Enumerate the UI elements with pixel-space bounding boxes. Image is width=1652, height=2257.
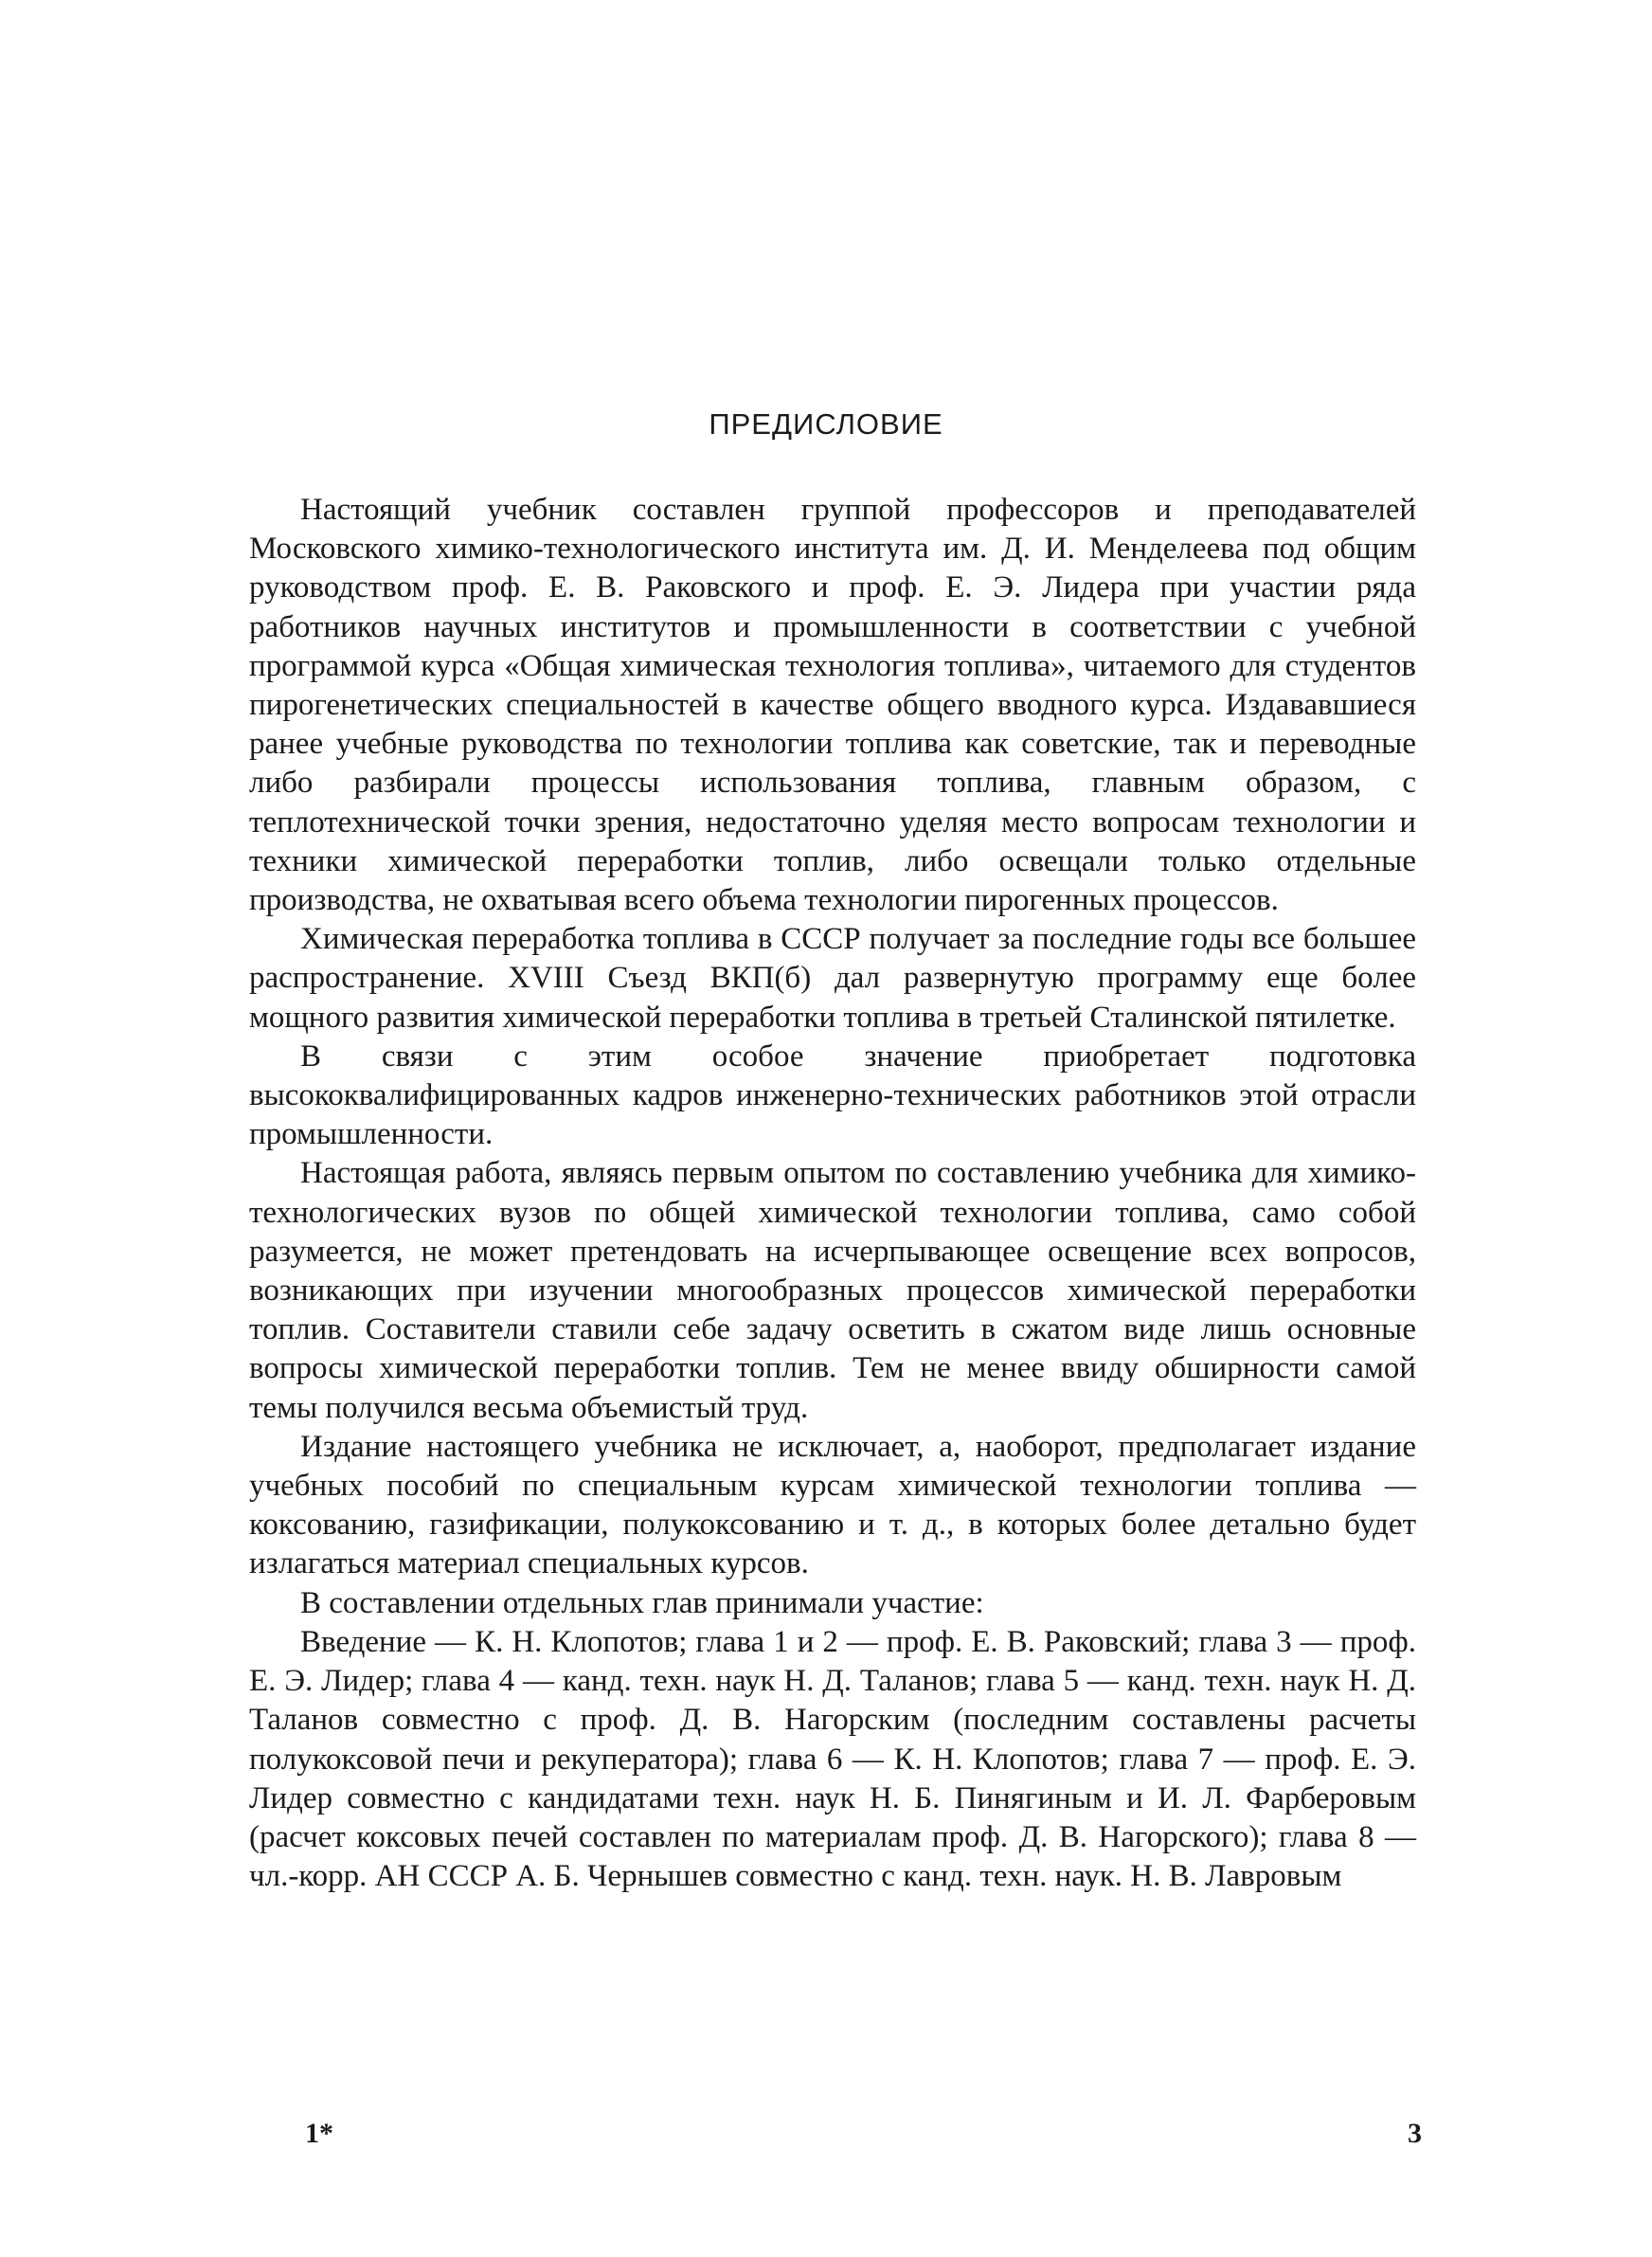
paragraph: В составлении отдельных глав принимали участие: [300, 1585, 984, 1620]
paragraph: Введение — К. Н. Клопотов; глава 1 и 2 — проф. Е. В. Раковский; глава 3 — проф. Е. Э. Лидер; глава 4 — канд. техн. наук Н. Д. Таланов; глава 5 — канд. техн. наук Н. Д. Таланов совместно с проф. Д. В. Нагорским (последним составлены расчеты полукоксовой печи и рекуператора); глава 6 — К. Н. Клопотов; глава 7 — проф. Е. Э. Лидер совместно с кандидатами техн. наук Н. Б. Пинягиным и И. Л. Фарберовым (расчет коксовых печей составлен по материалам проф. Д. В. Нагорского); глава 8 — чл.-корр. АН СССР А. Б. Чернышев совместно с канд. техн. наук. Н. В. Лавровым [249, 1624, 1416, 1894]
signature-mark: 1* [305, 2118, 333, 2149]
preface-body [249, 491, 1416, 1896]
page-title: ПРЕДИСЛОВИЕ [709, 407, 943, 441]
paragraph: В связи с этим особое значение приобретает подготовка высококвалифицированных кадров инженерно-технических работников этой отрасли промышленности. [249, 1038, 1416, 1152]
page-number: 3 [1408, 2118, 1422, 2149]
paragraph: Настоящая работа, являясь первым опытом по составлению учебника для химико-технологических вузов по общей химической технологии топлива, само собой разумеется, не может претендовать на исчерпывающее освещение всех вопросов, возникающих при изучении многообразных процессов химической переработки топлив. Составители ставили себе задачу осветить в сжатом виде лишь основные вопросы химической переработки топлив. Тем не менее ввиду обширности самой темы получился весьма объемистый труд. [249, 1156, 1416, 1425]
paragraph: Химическая переработка топлива в СССР получает за последние годы все большее распространение. XVIII Съезд ВКП(б) дал развернутую программу еще более мощного развития химической переработки топлива в третьей Сталинской пятилетке. [249, 922, 1416, 1035]
paragraph: Издание настоящего учебника не исключает, а, наоборот, предполагает издание учебных пособий по специальным курсам химической технологии топлива — коксованию, газификации, полукоксованию и т. д., в которых более детально будет излагаться материал специальных курсов. [249, 1429, 1416, 1581]
paragraph: Настоящий учебник составлен группой профессоров и преподавателей Московского химико-технологического института им. Д. И. Менделеева под общим руководством проф. Е. В. Раковского и проф. Е. Э. Лидера при участии ряда работников научных институтов и промышленности в соответствии с учебной программой курса «Общая химическая технология топлива», читаемого для студентов пирогенетических специальностей в качестве общего вводного курса. Издававшиеся ранее учебные руководства по технологии топлива как советские, так и переводные либо разбирали процессы использования топлива, главным образом, с теплотехнической точки зрения, недостаточно уделяя место вопросам технологии и техники химической переработки топлив, либо освещали только отдельные производства, не охватывая всего объема технологии пирогенных процессов. [249, 493, 1416, 918]
